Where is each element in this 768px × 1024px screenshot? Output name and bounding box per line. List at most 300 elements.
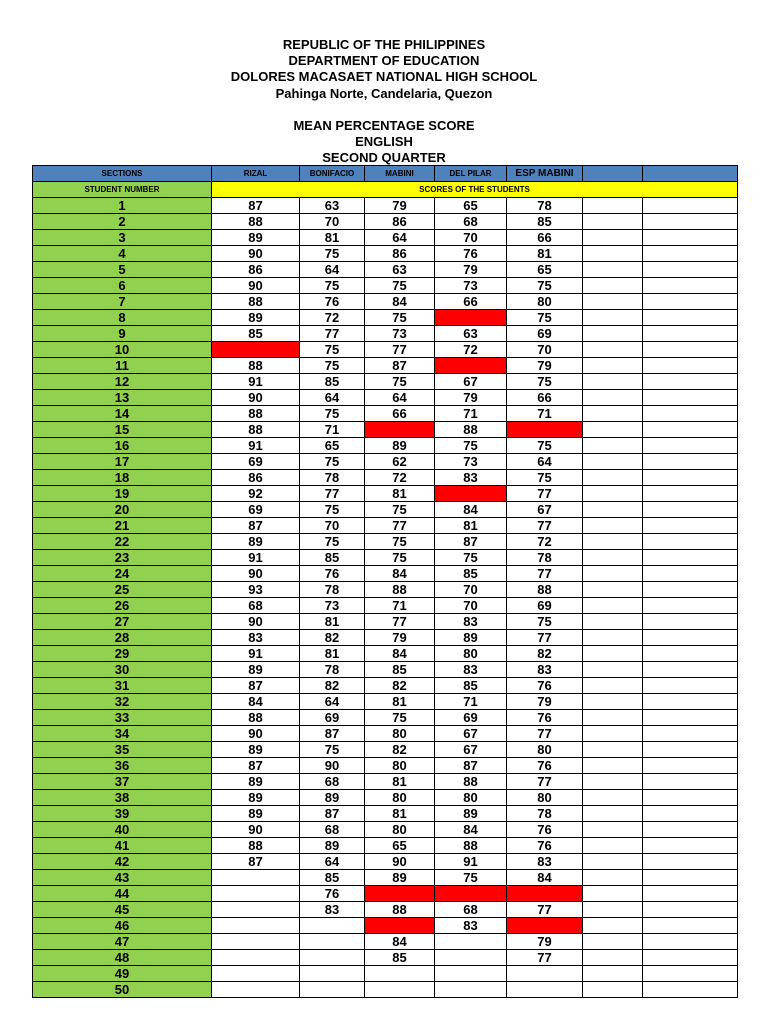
score-cell: 88 [212, 422, 300, 438]
score-cell: 88 [435, 838, 507, 854]
score-cell: 88 [507, 582, 583, 598]
score-cell: 64 [365, 230, 435, 246]
score-cell: 75 [365, 710, 435, 726]
empty-cell [583, 934, 643, 950]
empty-cell [583, 278, 643, 294]
score-cell: 89 [300, 790, 365, 806]
score-cell: 80 [365, 726, 435, 742]
score-cell: 89 [435, 630, 507, 646]
student-number-cell: 30 [33, 662, 212, 678]
empty-cell [643, 886, 738, 902]
table-row [33, 902, 738, 918]
student-number-cell: 4 [33, 246, 212, 262]
student-number-cell: 10 [33, 342, 212, 358]
score-cell: 75 [507, 278, 583, 294]
score-cell: 89 [365, 870, 435, 886]
empty-cell [583, 230, 643, 246]
empty-cell [583, 438, 643, 454]
score-cell: 76 [435, 246, 507, 262]
score-cell: 86 [365, 246, 435, 262]
empty-cell [583, 246, 643, 262]
score-cell: 89 [212, 662, 300, 678]
score-cell: 71 [435, 694, 507, 710]
score-cell: 69 [507, 326, 583, 342]
score-cell: 84 [365, 566, 435, 582]
score-cell: 77 [365, 614, 435, 630]
score-cell: 81 [300, 230, 365, 246]
score-cell: 80 [365, 790, 435, 806]
score-cell: 90 [212, 726, 300, 742]
score-cell: 89 [365, 438, 435, 454]
empty-cell [583, 390, 643, 406]
table-row [33, 198, 738, 214]
score-cell: 80 [507, 294, 583, 310]
empty-cell [643, 422, 738, 438]
score-cell: 69 [212, 502, 300, 518]
empty-cell [643, 566, 738, 582]
score-cell: 88 [365, 902, 435, 918]
empty-cell [583, 566, 643, 582]
table-row [33, 982, 738, 998]
empty-cell [583, 358, 643, 374]
score-cell [300, 950, 365, 966]
empty-cell [643, 822, 738, 838]
student-number-cell: 33 [33, 710, 212, 726]
score-cell: 89 [212, 534, 300, 550]
score-cell: 88 [212, 358, 300, 374]
student-number-cell: 9 [33, 326, 212, 342]
empty-cell [583, 742, 643, 758]
table-row [33, 854, 738, 870]
score-cell: 83 [435, 470, 507, 486]
table-row [33, 326, 738, 342]
empty-cell [643, 902, 738, 918]
table-header-row [33, 166, 738, 182]
score-cell: 77 [300, 326, 365, 342]
student-number-cell: 13 [33, 390, 212, 406]
student-number-cell: 29 [33, 646, 212, 662]
table-row [33, 662, 738, 678]
score-cell: 84 [435, 822, 507, 838]
score-cell: 89 [212, 790, 300, 806]
student-number-cell: 34 [33, 726, 212, 742]
missing-score-cell [365, 886, 435, 902]
student-number-cell: 27 [33, 614, 212, 630]
score-cell: 83 [212, 630, 300, 646]
student-number-label: STUDENT NUMBER [33, 182, 212, 198]
empty-cell [583, 838, 643, 854]
score-cell: 75 [300, 742, 365, 758]
empty-cell [643, 326, 738, 342]
score-cell: 70 [435, 582, 507, 598]
empty-cell [643, 230, 738, 246]
table-row [33, 742, 738, 758]
student-number-cell: 45 [33, 902, 212, 918]
score-cell: 70 [300, 518, 365, 534]
score-cell: 65 [435, 198, 507, 214]
score-cell: 63 [435, 326, 507, 342]
score-cell: 77 [365, 342, 435, 358]
score-cell: 65 [507, 262, 583, 278]
score-cell: 87 [212, 518, 300, 534]
score-cell: 80 [507, 742, 583, 758]
table-row [33, 678, 738, 694]
empty-cell [643, 646, 738, 662]
student-number-cell: 24 [33, 566, 212, 582]
score-cell: 75 [435, 438, 507, 454]
empty-cell [583, 694, 643, 710]
score-cell: 88 [435, 774, 507, 790]
score-cell: 67 [435, 374, 507, 390]
score-cell: 87 [365, 358, 435, 374]
score-cell: 70 [300, 214, 365, 230]
score-cell: 77 [507, 566, 583, 582]
score-cell: 88 [212, 294, 300, 310]
table-row [33, 294, 738, 310]
score-cell [212, 902, 300, 918]
score-cell: 79 [365, 630, 435, 646]
score-cell: 71 [435, 406, 507, 422]
score-cell: 75 [300, 406, 365, 422]
score-cell: 90 [365, 854, 435, 870]
table-row [33, 550, 738, 566]
score-cell: 87 [212, 854, 300, 870]
score-cell: 86 [212, 262, 300, 278]
score-cell: 84 [365, 934, 435, 950]
score-cell: 84 [365, 294, 435, 310]
empty-cell [643, 918, 738, 934]
score-cell: 77 [507, 774, 583, 790]
score-cell: 81 [365, 486, 435, 502]
empty-cell [583, 614, 643, 630]
score-cell: 80 [435, 790, 507, 806]
student-number-cell: 43 [33, 870, 212, 886]
empty-cell [643, 342, 738, 358]
student-number-cell: 32 [33, 694, 212, 710]
score-cell: 68 [212, 598, 300, 614]
empty-cell [643, 838, 738, 854]
empty-cell [583, 950, 643, 966]
empty-cell [643, 438, 738, 454]
score-cell: 75 [300, 246, 365, 262]
col-header-sections: SECTIONS [33, 166, 212, 182]
score-cell: 75 [507, 438, 583, 454]
student-number-cell: 20 [33, 502, 212, 518]
empty-cell [583, 326, 643, 342]
score-cell: 64 [300, 694, 365, 710]
score-cell: 78 [300, 662, 365, 678]
score-cell: 84 [507, 870, 583, 886]
score-cell [300, 966, 365, 982]
empty-cell [643, 406, 738, 422]
score-cell [507, 982, 583, 998]
score-cell: 87 [212, 198, 300, 214]
score-cell: 71 [300, 422, 365, 438]
score-cell [212, 870, 300, 886]
score-cell: 66 [435, 294, 507, 310]
score-cell: 78 [507, 550, 583, 566]
score-cell: 75 [365, 374, 435, 390]
score-cell: 77 [507, 486, 583, 502]
score-cell: 87 [212, 678, 300, 694]
score-cell: 68 [435, 214, 507, 230]
empty-cell [643, 550, 738, 566]
score-cell: 66 [507, 390, 583, 406]
empty-cell [643, 806, 738, 822]
student-number-cell: 5 [33, 262, 212, 278]
score-cell: 76 [507, 758, 583, 774]
score-cell: 88 [212, 710, 300, 726]
empty-cell [583, 374, 643, 390]
student-number-cell: 39 [33, 806, 212, 822]
score-cell [212, 982, 300, 998]
score-cell: 87 [435, 534, 507, 550]
empty-cell [643, 598, 738, 614]
score-cell: 81 [365, 694, 435, 710]
score-cell: 78 [507, 198, 583, 214]
score-cell: 73 [435, 278, 507, 294]
score-cell: 76 [507, 838, 583, 854]
empty-cell [643, 278, 738, 294]
empty-cell [643, 982, 738, 998]
score-cell: 67 [507, 502, 583, 518]
score-cell: 72 [435, 342, 507, 358]
table-row [33, 806, 738, 822]
score-cell: 77 [507, 726, 583, 742]
missing-score-cell [507, 918, 583, 934]
student-number-cell: 26 [33, 598, 212, 614]
score-cell: 91 [435, 854, 507, 870]
score-cell: 76 [300, 886, 365, 902]
score-cell: 75 [300, 534, 365, 550]
score-cell: 64 [365, 390, 435, 406]
score-cell: 89 [212, 742, 300, 758]
score-cell: 69 [435, 710, 507, 726]
score-cell: 81 [300, 646, 365, 662]
score-cell: 81 [435, 518, 507, 534]
empty-cell [643, 694, 738, 710]
student-number-cell: 46 [33, 918, 212, 934]
table-row [33, 726, 738, 742]
score-cell: 64 [300, 390, 365, 406]
score-cell: 90 [212, 614, 300, 630]
student-number-cell: 19 [33, 486, 212, 502]
student-number-cell: 14 [33, 406, 212, 422]
score-cell: 75 [365, 534, 435, 550]
empty-cell [583, 774, 643, 790]
header-quarter: SECOND QUARTER [322, 150, 446, 165]
empty-cell [643, 678, 738, 694]
score-cell: 87 [300, 806, 365, 822]
empty-cell [643, 358, 738, 374]
table-row [33, 358, 738, 374]
score-cell [435, 966, 507, 982]
score-cell: 70 [507, 342, 583, 358]
empty-cell [583, 678, 643, 694]
score-cell: 84 [435, 502, 507, 518]
score-cell: 90 [212, 566, 300, 582]
student-number-cell: 15 [33, 422, 212, 438]
score-cell: 75 [365, 310, 435, 326]
student-number-cell: 2 [33, 214, 212, 230]
score-cell: 73 [300, 598, 365, 614]
empty-cell [583, 598, 643, 614]
score-cell: 85 [300, 870, 365, 886]
table-row [33, 566, 738, 582]
score-cell: 81 [300, 614, 365, 630]
score-cell: 77 [300, 486, 365, 502]
score-cell: 68 [300, 774, 365, 790]
empty-cell [643, 726, 738, 742]
table-row [33, 422, 738, 438]
score-cell: 91 [212, 374, 300, 390]
score-cell: 89 [435, 806, 507, 822]
empty-cell [643, 310, 738, 326]
empty-cell [583, 198, 643, 214]
student-number-cell: 6 [33, 278, 212, 294]
score-cell: 76 [300, 566, 365, 582]
empty-cell [583, 406, 643, 422]
header-address: Pahinga Norte, Candelaria, Quezon [275, 86, 493, 101]
caption-row [33, 182, 738, 198]
empty-cell [643, 502, 738, 518]
table-row [33, 886, 738, 902]
score-cell: 72 [507, 534, 583, 550]
score-cell: 70 [435, 230, 507, 246]
empty-cell [643, 198, 738, 214]
empty-cell [583, 966, 643, 982]
empty-cell [643, 854, 738, 870]
score-cell [300, 918, 365, 934]
score-cell: 75 [300, 358, 365, 374]
missing-score-cell [435, 358, 507, 374]
score-cell: 85 [435, 678, 507, 694]
score-cell: 83 [300, 902, 365, 918]
score-cell: 80 [365, 822, 435, 838]
student-number-cell: 38 [33, 790, 212, 806]
table-row [33, 582, 738, 598]
score-cell: 75 [365, 550, 435, 566]
empty-cell [643, 582, 738, 598]
score-cell: 77 [507, 902, 583, 918]
score-cell: 70 [435, 598, 507, 614]
empty-cell [643, 742, 738, 758]
student-number-cell: 3 [33, 230, 212, 246]
score-cell [212, 918, 300, 934]
score-cell: 87 [212, 758, 300, 774]
table-row [33, 790, 738, 806]
score-cell: 67 [435, 742, 507, 758]
score-cell: 84 [212, 694, 300, 710]
score-cell [365, 966, 435, 982]
student-number-cell: 11 [33, 358, 212, 374]
empty-cell [643, 454, 738, 470]
empty-cell [583, 262, 643, 278]
score-cell: 75 [365, 278, 435, 294]
score-cell: 67 [435, 726, 507, 742]
score-cell: 69 [507, 598, 583, 614]
score-cell: 62 [365, 454, 435, 470]
student-number-cell: 8 [33, 310, 212, 326]
table-row [33, 438, 738, 454]
student-number-cell: 12 [33, 374, 212, 390]
student-number-cell: 31 [33, 678, 212, 694]
student-number-cell: 48 [33, 950, 212, 966]
empty-cell [643, 246, 738, 262]
score-cell: 75 [507, 614, 583, 630]
score-cell: 80 [435, 646, 507, 662]
score-cell: 82 [365, 678, 435, 694]
empty-cell [583, 550, 643, 566]
empty-cell [583, 662, 643, 678]
empty-cell [643, 870, 738, 886]
missing-score-cell [365, 422, 435, 438]
score-cell: 82 [507, 646, 583, 662]
score-cell: 83 [435, 918, 507, 934]
table-row [33, 950, 738, 966]
score-cell: 75 [435, 550, 507, 566]
score-cell: 66 [507, 230, 583, 246]
table-row [33, 934, 738, 950]
score-cell [212, 966, 300, 982]
score-cell: 79 [435, 390, 507, 406]
score-cell: 80 [365, 758, 435, 774]
score-cell: 81 [507, 246, 583, 262]
score-cell [435, 950, 507, 966]
score-cell: 79 [365, 198, 435, 214]
score-cell: 91 [212, 646, 300, 662]
score-cell: 89 [212, 310, 300, 326]
empty-cell [583, 534, 643, 550]
table-row [33, 598, 738, 614]
score-cell: 77 [507, 518, 583, 534]
table-row [33, 262, 738, 278]
score-cell: 78 [507, 806, 583, 822]
score-cell: 79 [507, 358, 583, 374]
empty-cell [583, 454, 643, 470]
score-cell: 83 [507, 662, 583, 678]
table-row [33, 502, 738, 518]
student-number-cell: 50 [33, 982, 212, 998]
table-row [33, 214, 738, 230]
score-cell: 76 [507, 822, 583, 838]
header-subject: ENGLISH [355, 134, 413, 149]
table-row [33, 310, 738, 326]
student-number-cell: 47 [33, 934, 212, 950]
student-number-cell: 22 [33, 534, 212, 550]
score-cell: 86 [212, 470, 300, 486]
score-cell [435, 934, 507, 950]
score-cell: 88 [365, 582, 435, 598]
score-cell: 82 [300, 678, 365, 694]
empty-cell [583, 470, 643, 486]
score-cell: 64 [300, 854, 365, 870]
header-report-title: MEAN PERCENTAGE SCORE [293, 118, 475, 133]
score-cell: 90 [212, 822, 300, 838]
col-header-rizal: RIZAL [212, 166, 300, 182]
score-cell: 64 [507, 454, 583, 470]
score-cell: 68 [300, 822, 365, 838]
missing-score-cell [212, 342, 300, 358]
empty-cell [643, 790, 738, 806]
student-number-cell: 7 [33, 294, 212, 310]
missing-score-cell [435, 486, 507, 502]
score-table [32, 165, 738, 998]
table-row [33, 390, 738, 406]
score-cell: 83 [507, 854, 583, 870]
empty-cell [643, 966, 738, 982]
empty-cell [583, 806, 643, 822]
